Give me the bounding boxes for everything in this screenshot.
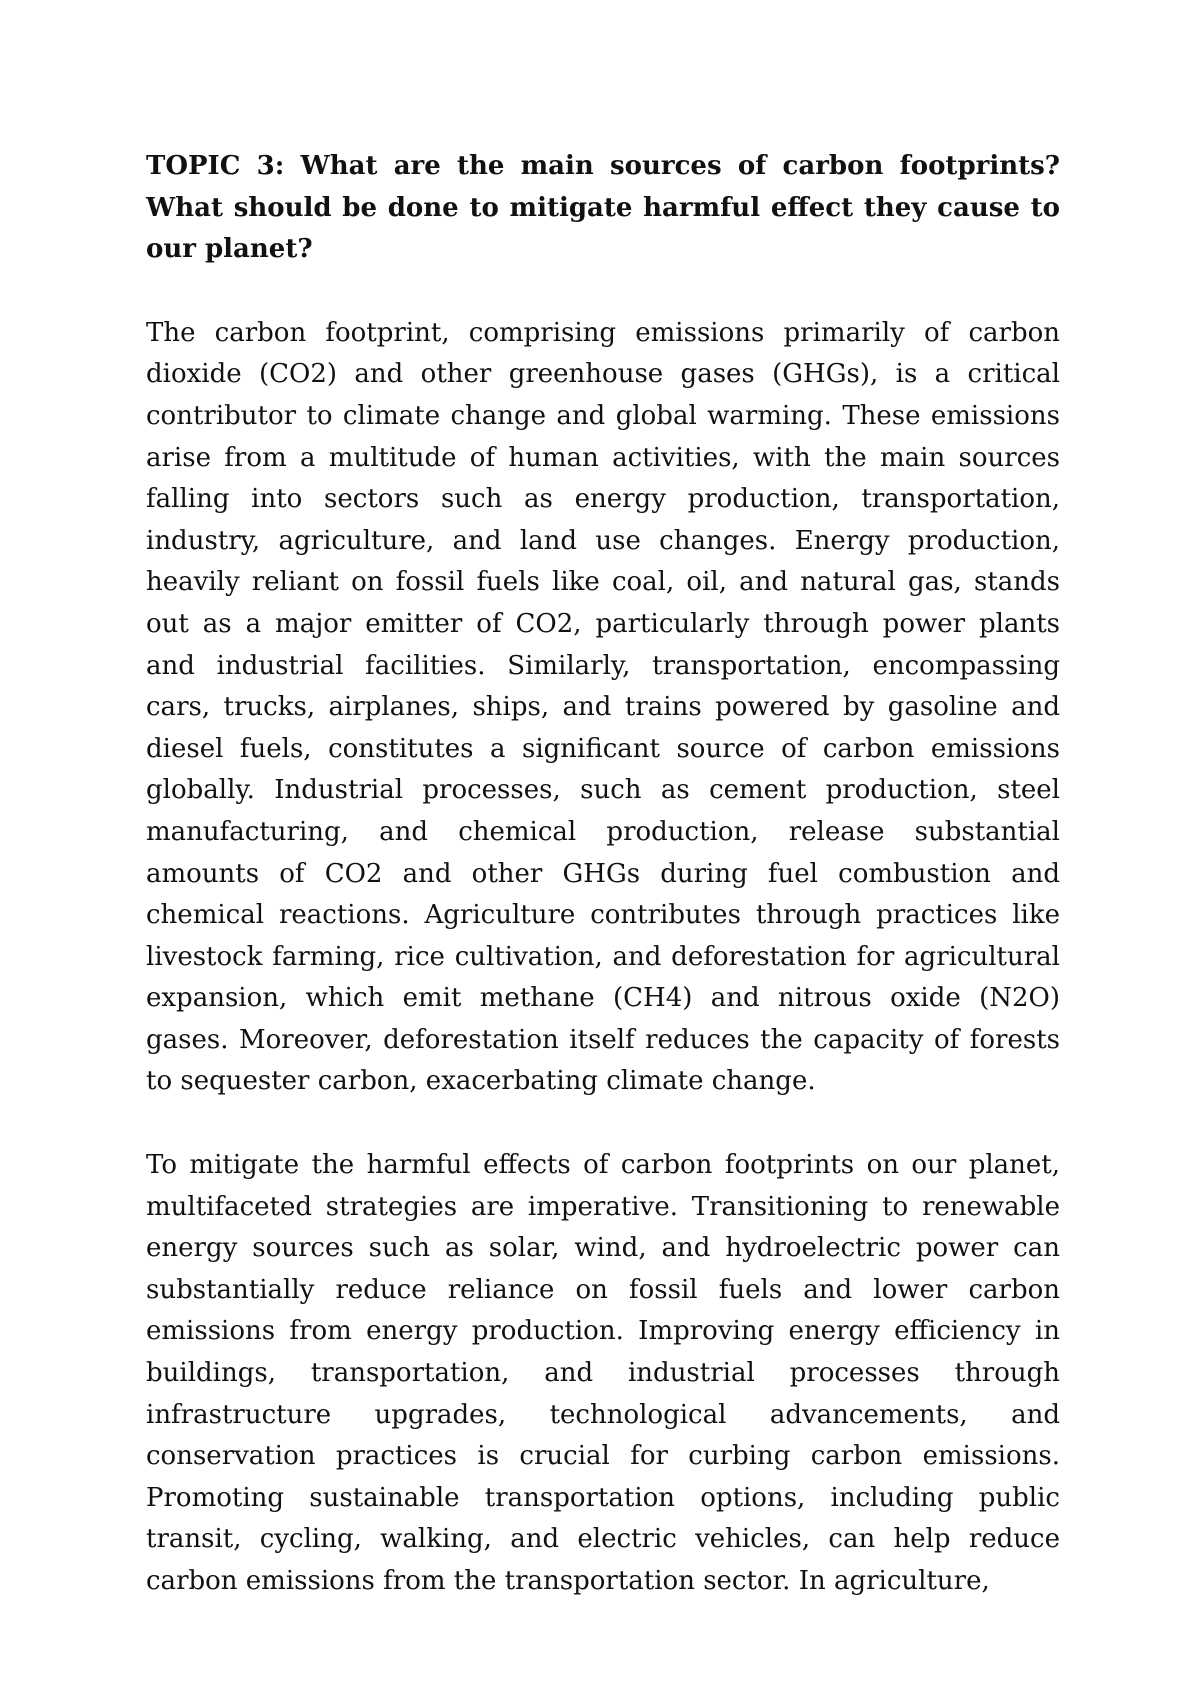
paragraph-sources: The carbon footprint, comprising emissions primarily of carbon dioxide (CO2) and other greenhouse gases (GHGs), is a critical contributor to climate change and global warming. These emissions arise from a multitude of human activities, with the main sources falling into sectors such as energy production, transportation, industry, agriculture, and land use changes. Energy production, heavily reliant on fossil fuels like coal, oil, and natural gas, stands out as a major emitter of CO2, particularly through power plants and industrial facilities. Similarly, transportation, encompassing cars, trucks, airplanes, ships, and trains powered by gasoline and diesel fuels, constitutes a significant source of carbon emissions globally. Industrial processes, such as cement production, steel manufacturing, and chemical production, release substantial amounts of CO2 and other GHGs during fuel combustion and chemical reactions. Agriculture contributes through practices like livestock farming, rice cultivation, and deforestation for agricultural expansion, which emit methane (CH4) and nitrous oxide (N2O) gases. Moreover, deforestation itself reduces the capacity of forests to sequester carbon, exacerbating climate change. (146, 317, 1060, 1097)
document-body (146, 146, 1060, 1603)
topic-title: TOPIC 3: What are the main sources of carbon footprints? What should be done to mitigate harmful effect they cause to our planet? (146, 151, 1060, 265)
paragraph-mitigation: To mitigate the harmful effects of carbon footprints on our planet, multifaceted strategies are imperative. Transitioning to renewable energy sources such as solar, wind, and hydroelectric power can substantially reduce reliance on fossil fuels and lower carbon emissions from energy production. Improving energy efficiency in buildings, transportation, and industrial processes through infrastructure upgrades, technological advancements, and conservation practices is crucial for curbing carbon emissions. Promoting sustainable transportation options, including public transit, cycling, walking, and electric vehicles, can help reduce carbon emissions from the transportation sector. In agriculture, (146, 1150, 1060, 1596)
